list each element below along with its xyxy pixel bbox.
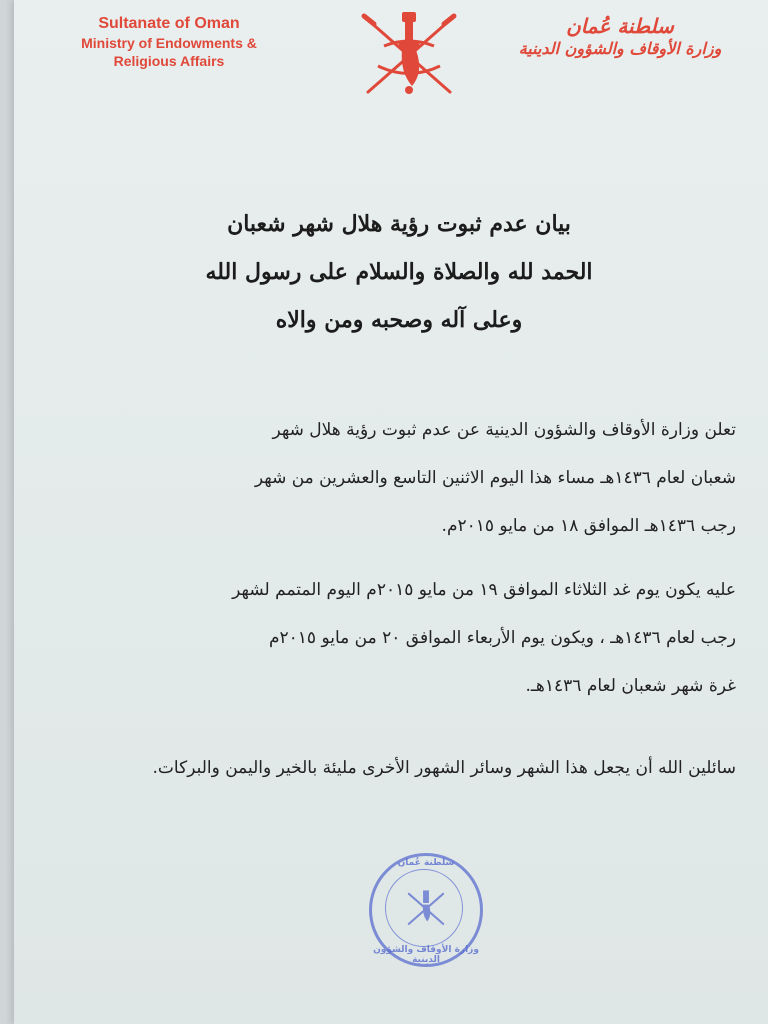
paragraph-line: رجب لعام ١٤٣٦هـ ، ويكون يوم الأربعاء الموافق ٢٠ من مايو ٢٠١٥م	[269, 628, 736, 648]
letterhead-ministry-ar: وزارة الأوقاف والشؤون الدينية	[518, 39, 722, 58]
statement-title-block	[164, 200, 634, 344]
paragraph-dates	[134, 566, 736, 710]
paragraph-line: تعلن وزارة الأوقاف والشؤون الدينية عن عدم ثبوت رؤية هلال شهر	[272, 420, 736, 440]
paragraph-closing-prayer	[134, 744, 736, 792]
oman-khanjar-emblem-icon	[354, 6, 464, 102]
letterhead-ministry: Ministry of Endowments &	[81, 35, 257, 51]
letterhead-country-ar: سلطنة عُمان	[566, 14, 674, 38]
opening-praise: الحمد لله والصلاة والسلام على رسول الله	[205, 259, 593, 285]
page-edge	[0, 0, 14, 1024]
letterhead-ministry-cont: Religious Affairs	[113, 53, 225, 69]
paragraph-line: غرة شهر شعبان لعام ١٤٣٦هـ.	[525, 676, 736, 696]
paragraph-line: سائلين الله أن يجعل هذا الشهر وسائر الشهور الأخرى مليئة بالخير واليمن والبركات.	[152, 758, 736, 778]
paragraph-announcement	[134, 406, 736, 550]
stamp-emblem-icon	[403, 883, 449, 933]
stamp-top-text: سلطنة عُمان	[397, 858, 455, 868]
arabic-letterhead	[500, 14, 740, 60]
english-letterhead	[54, 14, 284, 70]
statement-title: بيان عدم ثبوت رؤية هلال شهر شعبان	[227, 211, 571, 237]
paragraph-line: عليه يكون يوم غد الثلاثاء الموافق ١٩ من مايو ٢٠١٥م اليوم المتمم لشهر	[232, 580, 736, 600]
official-stamp	[369, 853, 485, 969]
letterhead-country: Sultanate of Oman	[98, 15, 240, 32]
opening-praise-cont: وعلى آله وصحبه ومن والاه	[275, 307, 523, 333]
paragraph-line: رجب ١٤٣٦هـ الموافق ١٨ من مايو ٢٠١٥م.	[441, 516, 736, 536]
document-page	[14, 0, 768, 1024]
stamp-bottom-text: وزارة الأوقاف والشؤون الدينية	[373, 945, 479, 965]
paragraph-line: شعبان لعام ١٤٣٦هـ مساء هذا اليوم الاثنين التاسع والعشرين من شهر	[254, 468, 736, 488]
